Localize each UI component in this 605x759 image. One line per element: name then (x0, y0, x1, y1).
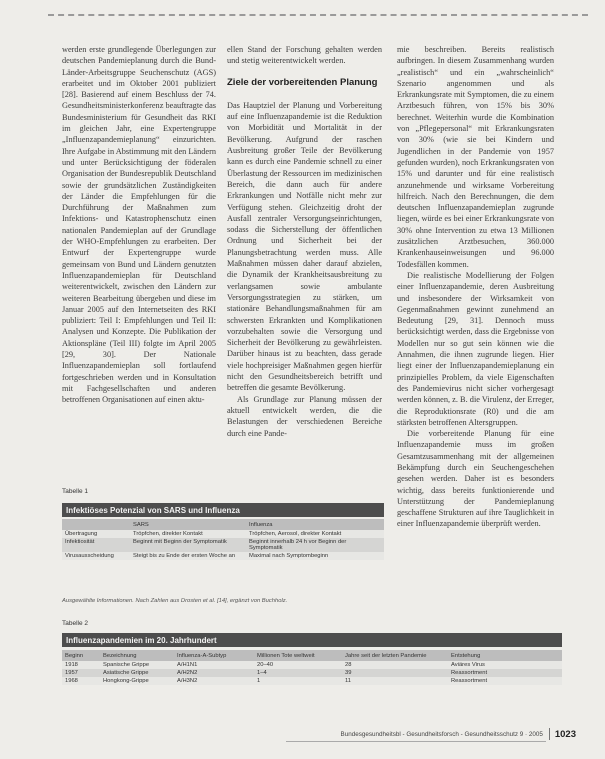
journal-citation: Bundesgesundheitsbl - Gesundheitsforsch - Gesundheitsschutz 9 · 2005 (340, 730, 543, 738)
table-row (62, 530, 384, 538)
section-heading: Ziele der vorbereitenden Planung (227, 76, 378, 88)
table-cell: 1918 (62, 661, 100, 669)
table-row (62, 669, 562, 677)
text-column-middle (227, 44, 382, 444)
table2-header-cell: Millionen Tote weltweit (254, 650, 342, 661)
table-row (62, 677, 562, 685)
table-cell: A/H1N1 (174, 661, 254, 669)
table-cell: Reassortment (448, 677, 562, 685)
table2-header-cell: Beginn (62, 650, 100, 661)
text-column-left (62, 44, 216, 484)
table-cell: Reassortment (448, 669, 562, 677)
table2-label: Tabelle 2 (62, 620, 89, 627)
table-cell: 28 (342, 661, 448, 669)
table-cell: Hongkong-Grippe (100, 677, 174, 685)
table1-title: Infektiöses Potenzial von SARS und Influenza (62, 503, 384, 517)
table-row (62, 538, 384, 552)
table-cell: 1968 (62, 677, 100, 685)
text-column-right (397, 44, 554, 574)
table-cell: Virusausscheidung (62, 552, 130, 560)
table-cell: A/H3N2 (174, 677, 254, 685)
table-cell: Asiatische Grippe (100, 669, 174, 677)
table2-header-cell: Entstehung (448, 650, 562, 661)
table-cell: Infektiosität (62, 538, 130, 552)
table1-label: Tabelle 1 (62, 488, 89, 495)
table1 (62, 519, 384, 560)
table-cell: 11 (342, 677, 448, 685)
table2-header-cell: Bezeichnung (100, 650, 174, 661)
table-cell: Beginnt innerhalb 24 h vor Beginn der Symptomatik (246, 538, 384, 552)
body-paragraph: werden erste grundlegende Überlegungen zur deutschen Pandemieplanung durch die Bund-Länder-Arbeitsgruppe Seuchenschutz (AGS) erarbeitet und im Oktober 2001 publiziert [28]. Basierend auf einem Beschluss der 74. Gesundheitsministerkonferenz beauftragte das Bundesministerium für Gesundheit das RKI im gleichen Jahr, eine Expertengruppe „Influenzapandemieplanung“ einzurichten. Ihre Aufgabe in Abstimmung mit den Ländern und unter Berücksichtigung der föderalen Organisation der Bundesrepublik Deutschland sowie der grundsätzlichen Zuständigkeiten der Länder die Empfehlungen für die Durchführung der Maßnahmen zum Infektions- und Katastrophenschutz einen nationalen Pandemieplan auf der Grundlage der WHO-Empfehlungen zu erarbeiten. Der Entwurf der Expertengruppe wurde gemeinsam von Bund und Ländern genutzten Influenzapandemieplan für Deutschland weiterentwickelt, zwischen den Ländern zur weiteren Bearbeitung übergeben und diese im Januar 2005 auf den Internetseiten des RKI publiziert: Teil I: Empfehlungen und Teil II: Analysen und Konzepte. Die Publikation der Aktionspläne (Teil III) folgte im April 2005 [29, 30]. Der Nationale Influenzapandemieplan soll fortlaufend fortgeschrieben werden und in Konsultation mit Fachgesellschaften und anderen betroffenen Organisationen auf einen aktu- (62, 45, 216, 405)
table-row (62, 552, 384, 560)
table-row (62, 661, 562, 669)
page-footer (286, 728, 576, 740)
table1-header-cell: SARS (130, 519, 246, 530)
table-cell: 1957 (62, 669, 100, 677)
table-cell: Aviäres Virus (448, 661, 562, 669)
footer-rule (286, 741, 546, 742)
table-cell: Spanische Grippe (100, 661, 174, 669)
footer-separator (549, 728, 550, 740)
body-paragraph: mie beschreiben. Bereits realistisch aufbringen. In diesem Zusammenhang wurden „realistisch“ und ein „wahrscheinlich“ Szenario angenommen und als Erkrankungsrate mit Symptomen, die zu einem Arztbesuch führen, von 15% bis 30% berechnet. Weiterhin wurde die Kombination von „Pflegepersonal“ mit Erkrankungsraten von 30% (wie sie bei Kindern und Jugendlichen in der Pandemie von 1957 gefunden wurden), noch Erkrankungsraten von 15% und darunter und für eine realistisch anzunehmende und wirksame Vorbereitung hilfreich. Nach den Berechnungen, die dem deutschen Influenzapandemieplan zugrunde liegen, würde es bei einer Erkrankungsrate von 30% ohne Intervention zu etwa 13 Millionen zusätzlichen Arztbesuchen, 360.000 Krankenhauseinweisungen und 96.000 Todesfällen kommen. (397, 45, 554, 269)
body-paragraph: Das Hauptziel der Planung und Vorbereitung auf eine Influenzapandemie ist die Reduktion von Morbidität und Mortalität in der Bevölkerung. Aufgrund der raschen Ausbreitung großer Teile der Bevölkerung kann es durch eine Pandemie schnell zu einer Überlastung der Ressourcen im medizinischen Bereich, die dann auch für andere Erkrankungen und Notfälle nicht mehr zur Verfügung stehen. Gleichzeitig droht der Ausfall zentraler Versorgungseinrichtungen, sodass die Sicherstellung der öffentlichen Ordnung und Sicherheit bei der Planungsbetrachtung werden muss. Alle Maßnahmen müssen daher darauf abzielen, die Dynamik der Krankheitsausbreitung zu verlangsamen sowie ambulante Versorgungsstrategien zu stärken, um stationäre Behandlungsmaßnahmen für am schwersten Erkrankten und Komplikationen vorzubehalten sowie die Versorgung und Sicherheit der Bevölkerung zu gewährleisten. Darüber hinaus ist zu beachten, dass gerade viele hochpreisiger Maßnahmen gegen hierfür nicht den Gesundheitsbereich betrifft und betreffen die gesamte Bevölkerung. (227, 100, 382, 393)
table-cell: 39 (342, 669, 448, 677)
table-cell: 1 (254, 677, 342, 685)
body-paragraph: ellen Stand der Forschung gehalten werden und stetig weiterentwickelt werden. (227, 45, 382, 66)
table-cell: Maximal nach Symptombeginn (246, 552, 384, 560)
table1-header-cell (62, 519, 130, 530)
table-cell: 1–4 (254, 669, 342, 677)
table-cell: A/H2N2 (174, 669, 254, 677)
page-number: 1023 (554, 728, 576, 740)
top-dashed-rule (48, 14, 588, 16)
table-cell: Tröpfchen, Aerosol, direkter Kontakt (246, 530, 384, 538)
table-cell: Beginnt mit Beginn der Symptomatik (130, 538, 246, 552)
table1-header-row (62, 519, 384, 530)
table-cell: 20–40 (254, 661, 342, 669)
table2-header-cell: Jahre seit der letzten Pandemie (342, 650, 448, 661)
table-cell: Übertragung (62, 530, 130, 538)
table2 (62, 650, 562, 685)
table2-header-row (62, 650, 562, 661)
table2-title: Influenzapandemien im 20. Jahrhundert (62, 633, 562, 647)
body-paragraph: Die realistische Modellierung der Folgen einer Influenzapandemie, deren Ausbreitung und insbesondere der Wirksamkeit von Gegenmaßnahmen gewinnt zunehmend an Bedeutung [29, 31]. Dennoch muss berücksichtigt werden, dass die Ergebnisse von Modellen nur so gut sein können wie die Annahmen, die ihnen zugrunde liegen. Hier liegt einer der Influenzapandemieplanung ein prinzipielles Problem, da viele Eigenschaften des Pandemievirus nicht sicher vorhergesagt werden können, z. B. die Virulenz, der Erreger, die Reproduktionsrate (R0) und die am stärksten betroffenen Altersgruppen. (397, 270, 554, 427)
body-paragraph: Als Grundlage zur Planung müssen der aktuell entwickelt werden, die die Belastungen der verschiedenen Bereiche durch eine Pande- (227, 394, 382, 438)
table1-header-cell: Influenza (246, 519, 384, 530)
table-cell: Tröpfchen, direkter Kontakt (130, 530, 246, 538)
table-cell: Steigt bis zu Ende der ersten Woche an (130, 552, 246, 560)
body-paragraph: Die vorbereitende Planung für eine Influenzapandemie muss im großen Gesamtzusammenhang mit der allgemeinen Bekämpfung durch ein Seuchengeschehen gesehen werden. Daher ist es besonders wichtig, dass bereits funktionierende und Unterstützung der Pandemieplanung geschaffene Strukturen auf ihre Tauglichkeit in einer Influenzapandemie überprüft werden. (397, 429, 554, 529)
table1-footnote: Ausgewählte Informationen. Nach Zahlen aus Drosten et al. [14], ergänzt von Buchholz. (62, 598, 288, 604)
table2-header-cell: Influenza-A-Subtyp (174, 650, 254, 661)
